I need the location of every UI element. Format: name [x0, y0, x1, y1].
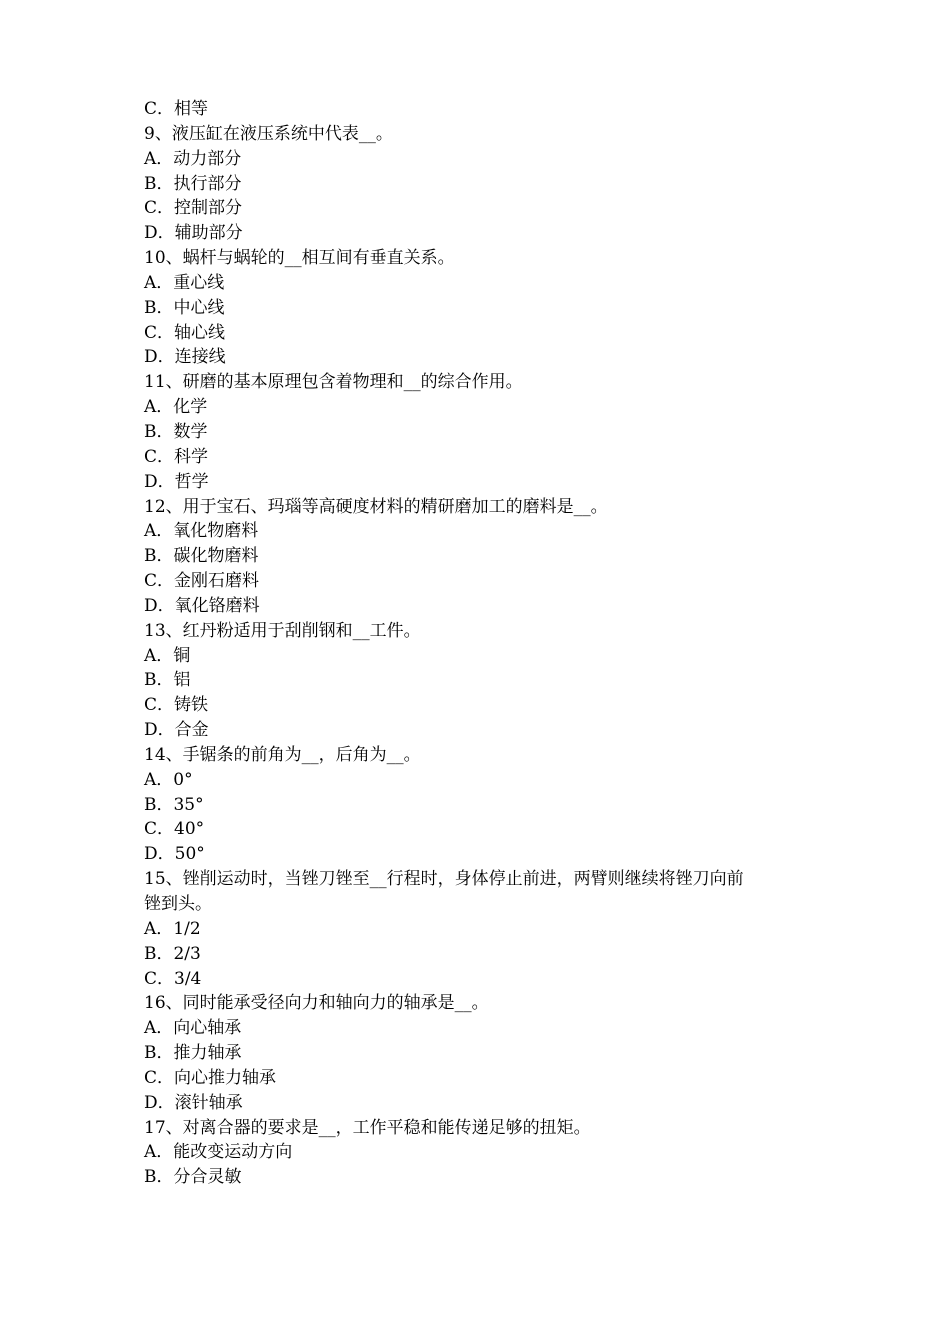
option-line: D．辅助部分: [144, 223, 243, 244]
option-line: A．能改变运动方向: [144, 1142, 293, 1163]
option-line: C．铸铁: [144, 695, 209, 716]
option-line: B．数学: [144, 421, 208, 442]
question-10: 10、蜗杆与蜗轮的__相互间有垂直关系。: [144, 248, 455, 269]
option-line: A．化学: [144, 397, 208, 418]
option-line: C．3/4: [144, 968, 202, 989]
question-13: 13、红丹粉适用于刮削钢和__工件。: [144, 620, 421, 641]
option-line: C．控制部分: [144, 198, 243, 219]
option-line: D．哲学: [144, 471, 209, 492]
option-line: C．40°: [144, 819, 205, 840]
option-line: D．合金: [144, 720, 209, 741]
option-line: B．2/3: [144, 943, 201, 964]
option-line: B．推力轴承: [144, 1043, 242, 1064]
option-line: A．1/2: [144, 918, 201, 939]
option-line: B．执行部分: [144, 173, 242, 194]
question-15: 15、锉削运动时，当锉刀锉至__行程时，身体停止前进，两臂则继续将锉刀向前: [144, 869, 744, 890]
option-line: C．科学: [144, 446, 209, 467]
option-line: D．50°: [144, 844, 205, 865]
question-14: 14、手锯条的前角为__，后角为__。: [144, 744, 421, 765]
option-line: C．轴心线: [144, 322, 226, 343]
option-line: C．相等: [144, 99, 209, 119]
option-line: D．氧化铬磨料: [144, 595, 260, 616]
option-line: C．向心推力轴承: [144, 1067, 277, 1088]
question-17: 17、对离合器的要求是__，工作平稳和能传递足够的扭矩。: [144, 1117, 591, 1138]
option-line: C．金刚石磨料: [144, 571, 260, 592]
option-line: A．铜: [144, 645, 191, 666]
option-line: D．连接线: [144, 347, 226, 368]
question-11: 11、研磨的基本原理包含着物理和__的综合作用。: [144, 372, 523, 393]
question-9: 9、液压缸在液压系统中代表__。: [144, 123, 393, 144]
question-12: 12、用于宝石、玛瑙等高硬度材料的精研磨加工的磨料是__。: [144, 496, 608, 517]
option-line: B．35°: [144, 794, 204, 815]
option-line: A．0°: [144, 769, 193, 790]
question-15-continued: 锉到头。: [144, 894, 212, 914]
option-line: B．分合灵敏: [144, 1167, 242, 1188]
option-line: A．向心轴承: [144, 1018, 242, 1039]
document-page: [144, 97, 814, 1190]
option-line: B．碳化物磨料: [144, 546, 259, 567]
option-line: B．铝: [144, 670, 191, 691]
option-line: A．氧化物磨料: [144, 521, 259, 542]
option-line: A．重心线: [144, 272, 225, 293]
option-line: D．滚针轴承: [144, 1092, 243, 1113]
question-16: 16、同时能承受径向力和轴向力的轴承是__。: [144, 993, 489, 1014]
option-line: B．中心线: [144, 297, 225, 318]
option-line: A．动力部分: [144, 148, 242, 169]
